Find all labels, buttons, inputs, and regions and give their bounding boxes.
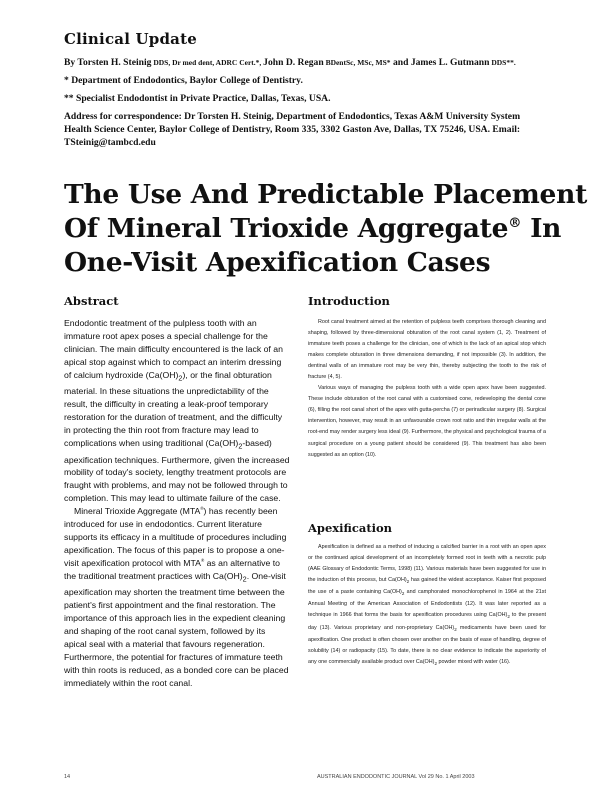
abstract-heading: Abstract xyxy=(64,294,119,308)
abstract-column xyxy=(64,294,290,690)
abstract-paragraph: Mineral Trioxide Aggregate (MTA®) has recently been introduced for use in endodontics. Current literature supports its efficacy in a multitude of procedures including apexification. The focus of this paper is to propose a one-visit apexification protocol with MTA® as an alternative to the traditional treatment practices with $Ca(OH)_2$. One-visit apexification may shorten the treatment time between the patient's first appointment and the final restoration. The importance of this approach lies in the expedient cleaning and shaping of the root canal system, followed by its apical seal with a material that favours regeneration. Furthermore, the potential for fractures of immature teeth with thin roots is reduced, as a bonded core can be placed immediately within the root canal. xyxy=(64,506,289,688)
affiliation: * Department of Endodontics, Baylor College of Dentistry. xyxy=(64,75,303,86)
abstract-body xyxy=(64,317,290,690)
introduction-body xyxy=(308,317,546,461)
registered-mark: ® xyxy=(508,216,522,232)
author-name: John D. Regan xyxy=(263,57,324,68)
affiliation: ** Specialist Endodontist in Private Practice, Dallas, Texas, USA. xyxy=(64,93,331,104)
section-label: Clinical Update xyxy=(64,30,197,48)
introduction-paragraph: Root canal treatment aimed at the retention of pulpless teeth comprises thorough cleaning and shaping, followed by three-dimensional obturation of the root canal system (1, 2). Treatment of immature teeth poses a challenge for the clinician, one of which is the lack of an apical stop which makes complete obturation in three dimensions demanding, if not impossible (3). In addition, the dentinal walls of an immature root may be very thin, thereby subjecting the tooth to the risk of fracture (4, 5). xyxy=(308,319,546,381)
correspondence: Address for correspondence: Dr Torsten H. Steinig, Department of Endodontics, Texas A&M University System Health Science Center, Baylor College of Dentistry, Room 335, 3302 Gaston Ave, Dallas, TX 75246, USA. Email: TSteinig@tambcd.edu xyxy=(64,111,521,148)
apexification-body xyxy=(308,542,546,669)
author-block xyxy=(64,56,534,154)
author-line xyxy=(64,56,534,69)
title-text: Of Mineral Trioxide Aggregate xyxy=(64,213,509,244)
author-name: By Torsten H. Steinig xyxy=(64,57,152,68)
author-degrees: DDS**. xyxy=(489,58,516,67)
abstract-paragraph: Endodontic treatment of the pulpless tooth with an immature root apex poses a special challenge for the clinician. The main difficulty encountered is the lack of an apical stop against which to compact an interim dressing of calcium hydroxide $(Ca(OH)_2)$, or the final obturation material. In these situations the unpredictability of the result, the difficulty in creating a leak-proof temporary restoration for the duration of treatment, and the difficulty in protecting the thin root from fracture may lead to complications when using traditional $(Ca(OH)_2-based)$ apexification techniques. Furthermore, given the increased mobility of today's society, lengthy treatment protocols are fraught with problems, and may not be followed through to completion. This may lead to ultimate failure of the case. xyxy=(64,318,290,504)
apexification-heading: Apexification xyxy=(308,521,393,535)
author-degrees: DDS, Dr med dent, ADRC Cert.*, xyxy=(151,58,264,67)
title-line xyxy=(64,212,562,246)
page-number: 14 xyxy=(64,774,71,780)
introduction-paragraph: Various ways of managing the pulpless tooth with a wide open apex have been suggested. These include obturation of the root canal with a customised cone, redeveloping the dental cone (6), filling the root canal short of the apex with gutta-percha (7) or periradicular surgery (8). Surgical intervention, however, may result in an unfavourable crown root ratio and thin irregular walls at the root-end may render surgery less ideal (9). Furthermore, the physical and psychological trauma of a surgical procedure on a young patient should be considered (9). This treatment has also been suggested as an option (10). xyxy=(308,385,546,458)
title-text: In xyxy=(521,213,562,244)
author-name: and James L. Gutmann xyxy=(390,57,490,68)
apexification-paragraph: Apexification is defined as a method of inducing a calcified barrier in a root with an open apex or the continued apical development of an incompletely formed root in teeth with a necrotic pulp (AAE Glossary of Endodontic Terms, 1998) (11). Various materials have been suggested for use in the induction of this process, but $Ca(OH)_2$ has gained the widest acceptance. Kaiser first proposed the use of a paste containing $Ca(OH)_2$ and camphorated monochlorophenol in 1964 at the 21st Annual Meeting of the American Association of Endodontists (12). It was later reported as a technique in 1966 that forms the basis for apexification procedures using $Ca(OH)_2$ to the present day (13). Various proprietary and non-proprietary $Ca(OH)_2$ medicaments have been used for apexification. One product is often chosen over another on the basis of ease of handling, degree of solubility (14) or radiopacity (15). To date, there is no clear evidence to indicate the superiority of any one commercially available product over $Ca(OH)_2$ powder mixed with water (16). xyxy=(308,544,546,666)
article-title xyxy=(64,178,588,280)
title-line: One-Visit Apexification Cases xyxy=(64,247,491,278)
journal-footer: AUSTRALIAN ENDODONTIC JOURNAL Vol 29 No. 1 April 2003 xyxy=(317,774,475,780)
introduction-column xyxy=(308,294,546,461)
introduction-heading: Introduction xyxy=(308,294,390,308)
title-line: The Use And Predictable Placement xyxy=(64,179,588,210)
author-degrees: BDentSc, MSc, MS* xyxy=(323,58,391,67)
